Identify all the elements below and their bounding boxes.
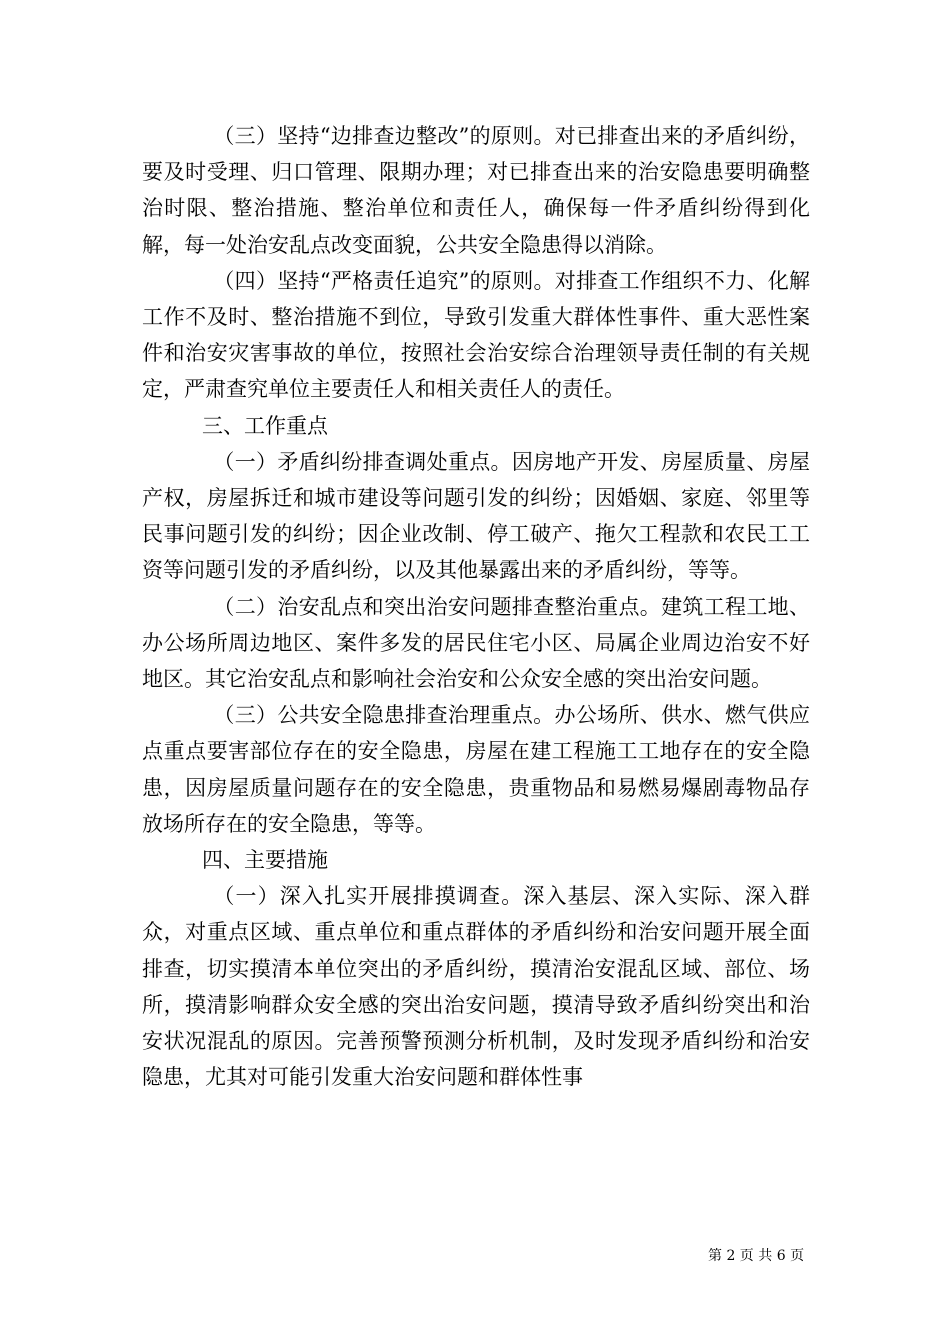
paragraph-focus-1: （一）矛盾纠纷排查调处重点。因房地产开发、房屋质量、房屋产权，房屋拆迁和城市建设等问题引发的纠纷；因婚姻、家庭、邻里等民事问题引发的纠纷；因企业改制、停工破产、拖欠工程款和农民工工资等问题引发的矛盾纠纷，以及其他暴露出来的矛盾纠纷，等等。 <box>142 449 810 583</box>
paragraph-principle-4: （四）坚持“严格责任追究”的原则。对排查工作组织不力、化解工作不及时、整治措施不到位，导致引发重大群体性事件、重大恶性案件和治安灾害事故的单位，按照社会治安综合治理领导责任制的有关规定，严肃查究单位主要责任人和相关责任人的责任。 <box>142 268 810 402</box>
section-heading-main-measures: 四、主要措施 <box>202 848 328 873</box>
paragraph-focus-3: （三）公共安全隐患排查治理重点。办公场所、供水、燃气供应点重点要害部位存在的安全隐患，房屋在建工程施工工地存在的安全隐患，因房屋质量问题存在的安全隐患，贵重物品和易燃易爆剧毒物品存放场所存在的安全隐患，等等。 <box>142 703 810 836</box>
section-heading-work-focus: 三、工作重点 <box>202 413 328 438</box>
paragraph-principle-3: （三）坚持“边排查边整改”的原则。对已排查出来的矛盾纠纷，要及时受理、归口管理、限期办理；对已排查出来的治安隐患要明确整治时限、整治措施、整治单位和责任人，确保每一件矛盾纠纷得到化解，每一处治安乱点改变面貌，公共安全隐患得以消除。 <box>142 124 810 257</box>
document-body <box>142 118 810 1095</box>
paragraph-focus-2: （二）治安乱点和突出治安问题排查整治重点。建筑工程工地、办公场所周边地区、案件多发的居民住宅小区、局属企业周边治安不好地区。其它治安乱点和影响社会治安和公众安全感的突出治安问题。 <box>142 594 810 692</box>
paragraph-measure-1: （一）深入扎实开展排摸调查。深入基层、深入实际、深入群众，对重点区域、重点单位和重点群体的矛盾纠纷和治安问题开展全面排查，切实摸清本单位突出的矛盾纠纷，摸清治安混乱区域、部位、场所，摸清影响群众安全感的突出治安问题，摸清导致矛盾纠纷突出和治安状况混乱的原因。完善预警预测分析机制，及时发现矛盾纠纷和治安隐患，尤其对可能引发重大治安问题和群体性事 <box>142 884 810 1090</box>
page-number: 第 2 页 共 6 页 <box>708 1248 805 1264</box>
